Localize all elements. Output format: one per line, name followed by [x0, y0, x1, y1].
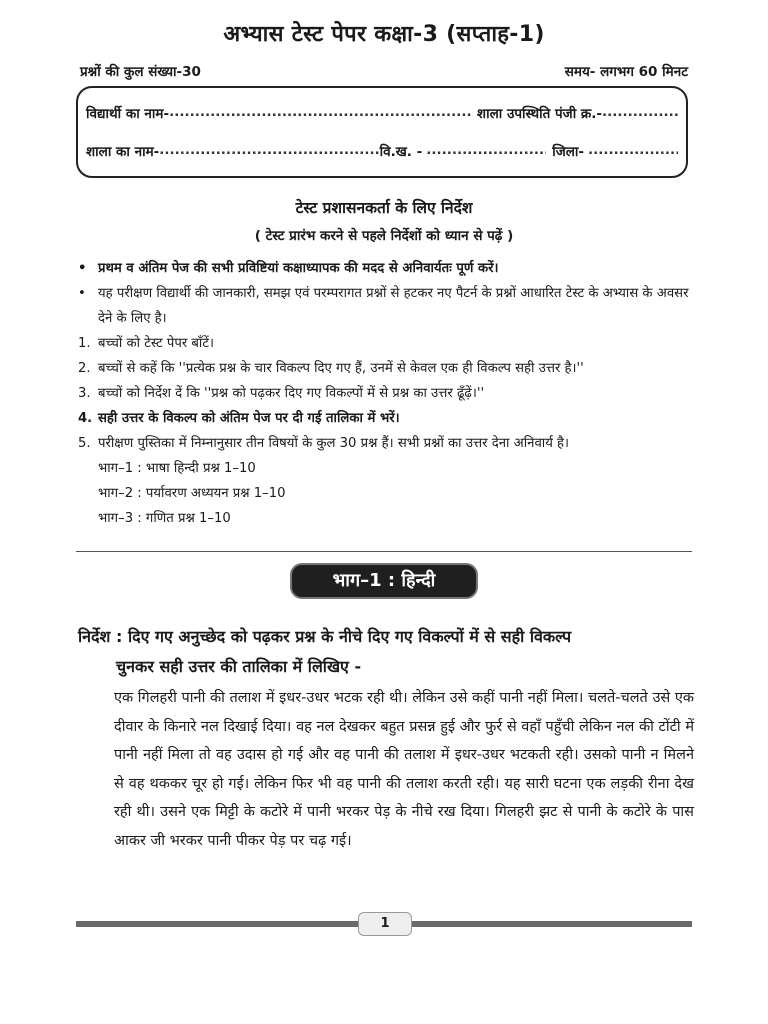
student-name-label: विद्यार्थी का नाम- [86, 106, 170, 122]
register-label: शाला उपस्थिति पंजी क्र.- [476, 106, 602, 122]
school-name-label: शाला का नाम- [86, 144, 160, 160]
bullet-icon: • [78, 286, 86, 301]
direction-line-1: निर्देश : दिए गए अनुच्छेद को पढ़कर प्रश्न के नीचे दिए गए विकल्पों में से सही विकल्प [78, 627, 572, 646]
numbered-item: 2. बच्चों से कहें कि ''प्रत्येक प्रश्न के चार विकल्प दिए गए हैं, उनमें से केवल एक ही विकल्प सही उत्तर है।'' [78, 356, 698, 381]
page-title: अभ्यास टेस्ट पेपर कक्षा-3 (सप्ताह-1) [223, 22, 545, 47]
student-info-row-1 [86, 104, 678, 122]
time-limit: समय- लगभग 60 मिनट [564, 64, 688, 80]
block-label: वि.ख. - [379, 144, 423, 160]
direction-line-2: चुनकर सही उत्तर की तालिका में लिखिए - [116, 657, 362, 676]
instructions-list [78, 256, 698, 531]
numbered-item: 4. सही उत्तर के विकल्प को अंतिम पेज पर दी गई तालिका में भरें। [78, 406, 698, 431]
instructions-title: टेस्ट प्रशासनकर्ता के लिए निर्देश [295, 199, 473, 217]
bullet-icon: • [78, 261, 87, 276]
question-count: प्रश्नों की कुल संख्या-30 [80, 64, 201, 80]
block-field[interactable] [426, 142, 546, 160]
item-number: 4. [78, 411, 93, 426]
student-info-row-2 [86, 142, 678, 160]
student-info-box [76, 86, 688, 178]
reading-passage: एक गिलहरी पानी की तलाश में इधर-उधर भटक रही थी। लेकिन उसे कहीं पानी नहीं मिला। चलते-चलते उसे एक दीवार के किनारे नल दिखाई दिया। वह नल देखकर बहुत प्रसन्न हुई और फुर्र से वहाँ पहुँची लेकिन नल की टोंटी में पानी नहीं मिला तो वह उदास हो गई और वह पानी की तलाश में इधर-उधर भटकती रही। उसको पानी न मिलने से वह थककर चूर हो गई। लेकिन फिर भी वह पानी की तलाश करती रही। यह सारी घटना एक लड़की रीना देख रही थी। उसने एक मिट्टी के कटोरे में पानी भरकर पेड़ के नीचे रख दिया। गिलहरी झट से पानी के कटोरे के पास आकर जी भरकर पानी पीकर पेड़ पर चढ़ गई। [114, 690, 694, 849]
item-number: 1. [78, 336, 91, 351]
part-line: भाग–3 : गणित प्रश्न 1–10 [98, 511, 231, 526]
district-label: जिला- [552, 144, 584, 160]
student-name-field[interactable] [169, 104, 471, 122]
page-number: 1 [358, 912, 412, 936]
instructions-subtitle: ( टेस्ट प्रारंभ करने से पहले निर्देशों को ध्यान से पढ़ें ) [254, 228, 514, 244]
footer-bar-left [76, 921, 358, 927]
item-number: 5. [78, 436, 91, 451]
item-number: 2. [78, 361, 91, 376]
register-field[interactable] [602, 104, 678, 122]
part-line: भाग–1 : भाषा हिन्दी प्रश्न 1–10 [98, 461, 256, 476]
footer-bar-right [412, 921, 692, 927]
numbered-item: 3. बच्चों को निर्देश दें कि ''प्रश्न को पढ़कर दिए गए विकल्पों में से प्रश्न का उत्तर ढूँढ़ें।'' [78, 381, 698, 406]
numbered-item: 1. बच्चों को टेस्ट पेपर बाँटें। [78, 331, 698, 356]
section-direction [78, 622, 694, 682]
district-field[interactable] [588, 142, 678, 160]
school-name-field[interactable] [159, 142, 379, 160]
part-line: भाग–2 : पर्यावरण अध्ययन प्रश्न 1–10 [98, 486, 286, 501]
numbered-item: 5. परीक्षण पुस्तिका में निम्नानुसार तीन विषयों के कुल 30 प्रश्न हैं। सभी प्रश्नों का उत्तर देना अनिवार्य है। [78, 431, 698, 456]
section-divider [76, 551, 692, 552]
item-number: 3. [78, 386, 91, 401]
bullet-item: • प्रथम व अंतिम पेज की सभी प्रविष्टियां कक्षाध्यापक की मदद से अनिवार्यतः पूर्ण करें। [78, 256, 698, 281]
section-badge: भाग–1 : हिन्दी [290, 563, 478, 599]
bullet-item: • यह परीक्षण विद्यार्थी की जानकारी, समझ एवं परम्परागत प्रश्नों से हटकर नए पैटर्न के प्रश्नों आधारित टेस्ट के अभ्यास के अवसर देने के लिए है। [78, 281, 698, 331]
